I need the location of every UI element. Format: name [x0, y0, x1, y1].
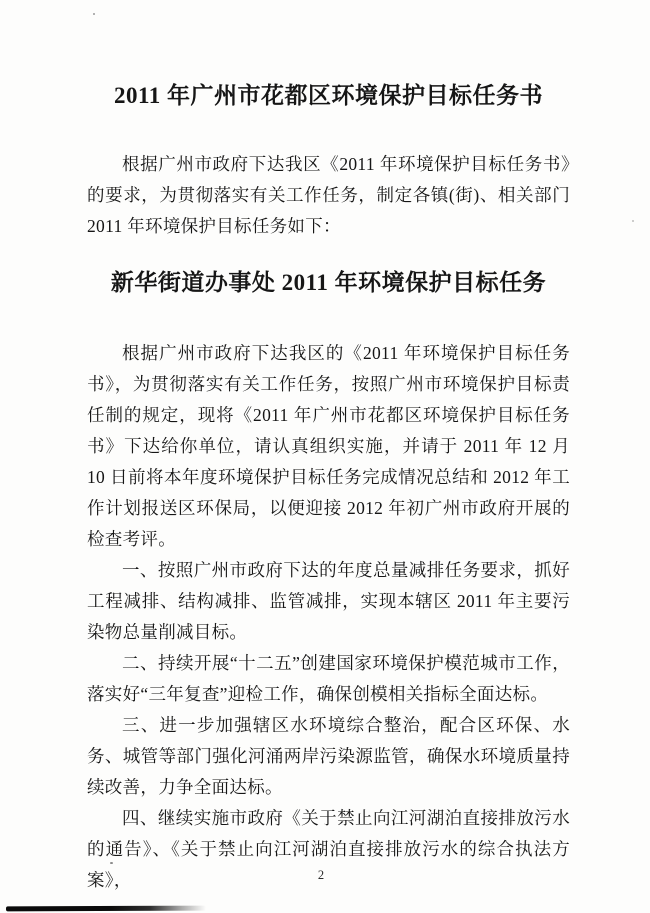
scan-speck	[93, 13, 95, 15]
body-paragraph-1: 根据广州市政府下达我区的《2011 年环境保护目标任务书》，为贯彻落实有关工作任务，按照广州市环境保护目标责任制的规定，现将《2011 年广州市花都区环境保护目标任务书》下达给你单位，请认真组织实施，并请于 2011 年 12 月 10 日前将本年度环境保护目标任务完成情况总结和 2012 年工作计划报送区环保局，以便迎接 2012 年初广州市政府开展的检查考评。	[87, 343, 570, 549]
intro-paragraph: 根据广州市政府下达我区《2011 年环境保护目标任务书》的要求，为贯彻落实有关工作任务，制定各镇(街)、相关部门 2011 年环境保护目标任务如下：	[87, 154, 570, 236]
document-body	[87, 338, 570, 896]
scan-speck	[632, 220, 634, 222]
page-number: 2	[317, 868, 325, 882]
scan-speck	[110, 862, 113, 864]
document-main-title: 2011 年广州市花都区环境保护目标任务书	[114, 83, 543, 108]
body-paragraph-2: 一、按照广州市政府下达的年度总量减排任务要求，抓好工程减排、结构减排、监管减排，实现本辖区 2011 年主要污染物总量削减目标。	[87, 560, 570, 642]
section-title: 新华街道办事处 2011 年环境保护目标任务	[110, 270, 547, 295]
body-paragraph-5: 四、继续实施市政府《关于禁止向江河湖泊直接排放污水的通告》、《关于禁止向江河湖泊直接排放污水的综合执法方案》，	[87, 808, 570, 890]
body-paragraph-4: 三、进一步加强辖区水环境综合整治，配合区环保、水务、城管等部门强化河涌两岸污染源监管，确保水环境质量持续改善，力争全面达标。	[87, 715, 570, 797]
body-paragraph-3: 二、持续开展“十二五”创建国家环境保护模范城市工作，落实好“三年复查”迎检工作，确保创模相关指标全面达标。	[87, 653, 570, 704]
scan-artifact-streak	[6, 906, 206, 912]
